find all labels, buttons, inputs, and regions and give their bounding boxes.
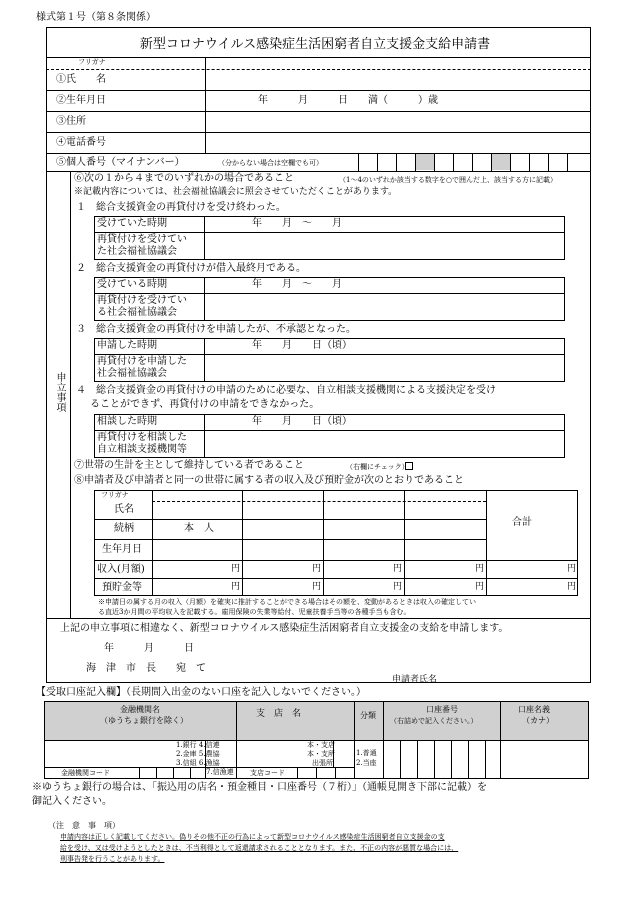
item2-period-label: 受けている時期: [97, 279, 167, 290]
household-total-label: 合計: [512, 517, 532, 528]
bank-col-account: 口座番号: [426, 705, 458, 714]
declaration-date[interactable]: 年 月 日: [104, 643, 194, 654]
bank-col-type: 分類: [360, 711, 376, 720]
item2-council-label-b: る社会福祉協議会: [97, 307, 177, 318]
item4-text-a: 総合支援資金の再貸付けの申請のために必要な、自立相談支援機関による支援決定を受け: [96, 385, 496, 396]
yen-unit: 円: [567, 564, 577, 574]
caution-line-1: 申請内容は正しく記載してください。偽りその他不正の行為によって新型コロナウイルス感染症生活困窮者自立支援金の支: [60, 833, 445, 841]
mynumber-label: ⑤個人番号（マイナンバー）: [56, 157, 185, 168]
name-field[interactable]: [206, 70, 590, 90]
item3-text: 総合支援資金の再貸付けを申請したが、不承認となった。: [96, 324, 356, 335]
item2-text: 総合支援資金の再貸付けが借入最終月である。: [96, 263, 306, 274]
mynumber-note: （分からない場合は空欄でも可）: [218, 159, 323, 167]
item4-agency-field[interactable]: [205, 431, 564, 457]
yucho-note-b: 御記入ください。: [32, 796, 112, 807]
branch-type-3[interactable]: 出張所: [312, 759, 333, 767]
item1-council-label-a: 再貸付けを受けてい: [97, 234, 187, 245]
household-savings-label: 預貯金等: [102, 582, 142, 593]
item4-text-b: ることができず、再貸付けの申請をできなかった。: [90, 399, 320, 410]
phone-label: ④電話番号: [56, 137, 106, 148]
form-number: 様式第１号（第８条関係）: [36, 12, 156, 23]
yen-unit: 円: [312, 582, 322, 592]
item3-council-label-a: 再貸付けを申請した: [97, 356, 187, 367]
household-income-label: 収入(月額): [97, 564, 145, 575]
side-label: 申立事項: [54, 372, 65, 412]
yen-unit: 円: [231, 582, 241, 592]
account-type-2[interactable]: 2.当座: [356, 759, 377, 767]
address-field[interactable]: [206, 112, 590, 132]
item4-number[interactable]: ４: [76, 385, 86, 396]
birthdate-value[interactable]: 年 月 日 満（ ）歳: [258, 95, 438, 106]
yen-unit: 円: [393, 564, 403, 574]
yucho-note-a: ※ゆうちょ銀行の場合は、「振込用の店名・預金種目・口座番号（７桁）」（通帳見開き下部に記載）を: [32, 782, 487, 793]
account-type-1[interactable]: 1.普通: [356, 749, 377, 757]
item2-number[interactable]: ２: [76, 263, 86, 274]
caution-line-3: 刑事告発を行うことがあります。: [60, 855, 165, 863]
household-footnote-a: ※申請日の属する月の収入（月額）を確実に推計することができる場合はその額を、変動があるときは収入の確定してい: [98, 598, 476, 606]
item2-council-field[interactable]: [205, 294, 564, 320]
declaration-text: 上記の申立事項に相違なく、新型コロナウイルス感染症生活困窮者自立支援金の支給を申請します。: [60, 623, 509, 634]
yen-unit: 円: [312, 564, 322, 574]
caution-title: （注 意 事 項）: [48, 821, 120, 830]
address-label: ③住所: [56, 116, 86, 127]
household-relation-self: 本 人: [184, 523, 214, 534]
yen-unit: 円: [475, 564, 485, 574]
phone-field[interactable]: [206, 133, 590, 153]
item3-period-value[interactable]: 年 月 日（頃）: [252, 340, 352, 351]
branch-type-1[interactable]: 本・支店: [307, 741, 335, 749]
item2-council-label-a: 再貸付けを受けてい: [97, 295, 187, 306]
section7-checkbox[interactable]: [405, 462, 413, 470]
item1-text: 総合支援資金の再貸付けを受け終わった。: [96, 202, 286, 213]
inst-type-4[interactable]: 7.信漁連: [206, 768, 234, 776]
household-furigana-label: フリガナ: [101, 491, 129, 499]
bank-col-institution: 金融機関名: [120, 705, 160, 714]
mynumber-boxes[interactable]: [358, 153, 590, 171]
inst-type-2[interactable]: 2.金庫 5.農協: [176, 750, 220, 758]
bank-col-holder-note: （カナ）: [522, 716, 554, 725]
item4-agency-label-b: 自立相談支援機関等: [97, 444, 187, 455]
item3-council-label-b: 社会福祉協議会: [97, 368, 167, 379]
household-table: [94, 490, 578, 596]
section6-note: ※記載内容については、社会福祉協議会に照会させていただくことがあります。: [74, 187, 398, 197]
yen-unit: 円: [393, 582, 403, 592]
yen-unit: 円: [231, 564, 241, 574]
section7-note: （右欄にチェック）: [346, 463, 409, 471]
bank-col-institution-note: （ゆうちょ銀行を除く）: [100, 716, 188, 725]
branch-type-2[interactable]: 本・支所: [307, 750, 335, 758]
item1-council-label-b: た社会福祉協議会: [97, 246, 177, 257]
section7-text: ⑦世帯の生計を主として維持している者であること: [74, 460, 304, 471]
declaration-recipient: 海 津 市 長 宛 て: [86, 663, 206, 674]
inst-type-3[interactable]: 3.信組 6.漁協: [176, 759, 220, 767]
birthdate-label: ②生年月日: [56, 95, 106, 106]
section6-title-note: （1～4のいずれか該当する数字を○で囲んだ上、該当する方に記載）: [339, 176, 558, 184]
household-relation-label: 続柄: [114, 523, 134, 534]
item3-period-label: 申請した時期: [97, 340, 157, 351]
bank-header: 【受取口座記入欄】（長期間入出金のない口座を記入しないでください。）: [36, 687, 366, 698]
item4-agency-label-a: 再貸付けを相談した: [97, 432, 187, 443]
inst-code-label: 金融機関コード: [61, 769, 110, 777]
yen-unit: 円: [475, 582, 485, 592]
form-title: 新型コロナウイルス感染症生活困窮者自立支援金支給申請書: [139, 37, 491, 52]
branch-code-label: 支店コード: [250, 769, 285, 777]
item1-council-field[interactable]: [205, 233, 564, 259]
item1-number[interactable]: １: [76, 202, 86, 213]
item1-period-value[interactable]: 年 月 ～ 月: [252, 218, 342, 229]
applicant-name-label: 申請者氏名: [392, 675, 438, 685]
item4-period-label: 相談した時期: [97, 416, 157, 427]
item3-number[interactable]: ３: [76, 324, 86, 335]
household-footnote-b: る直近3か月間の平均収入を記載する。雇用保険の失業等給付、児童扶養手当等の各種手当も含む。: [98, 608, 411, 616]
item4-period-value[interactable]: 年 月 日（頃）: [252, 416, 352, 427]
bank-col-holder: 口座名義: [518, 705, 550, 714]
bank-col-account-note: （右詰めで記入ください。）: [390, 717, 478, 725]
yen-unit: 円: [567, 582, 577, 592]
caution-line-2: 給を受け、又は受けようとしたときは、不当利得として返還請求されることとなります。また、不正の内容が悪質な場合には、: [60, 844, 459, 852]
bank-col-branch: 支 店 名: [256, 709, 302, 719]
household-birth-label: 生年月日: [102, 544, 142, 555]
item1-period-label: 受けていた時期: [97, 218, 167, 229]
item2-period-value[interactable]: 年 月 ～ 月: [252, 279, 342, 290]
section6-title: ⑥次の１から４までのいずれかの場合であること: [74, 173, 294, 184]
furigana-label: フリガナ: [78, 58, 106, 66]
item3-council-field[interactable]: [205, 355, 564, 381]
inst-type-1[interactable]: 1.銀行 4.信連: [176, 741, 220, 749]
section8-text: ⑧申請者及び申請者と同一の世帯に属する者の収入及び預貯金が次のとおりであること: [74, 475, 464, 486]
household-name-label: 氏名: [114, 504, 134, 515]
name-label: ①氏 名: [56, 74, 106, 85]
